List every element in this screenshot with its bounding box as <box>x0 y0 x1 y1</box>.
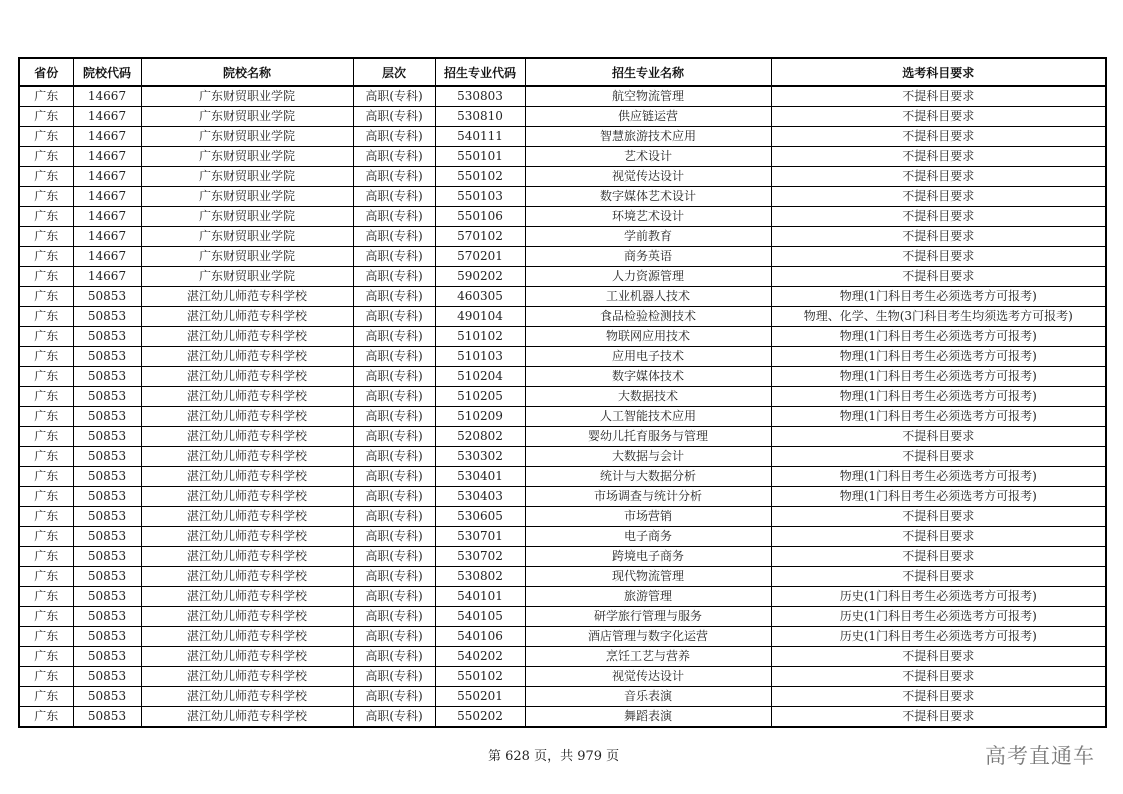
cell-subject-requirement: 不提科目要求 <box>771 707 1106 728</box>
cell-major-name: 环境艺术设计 <box>525 207 771 227</box>
cell-province: 广东 <box>19 307 73 327</box>
cell-subject-requirement: 不提科目要求 <box>771 227 1106 247</box>
table-row <box>19 387 1106 407</box>
cell-province: 广东 <box>19 247 73 267</box>
cell-major-code: 540106 <box>435 627 525 647</box>
cell-province: 广东 <box>19 347 73 367</box>
cell-school-code: 50853 <box>73 387 141 407</box>
cell-school-code: 14667 <box>73 127 141 147</box>
cell-province: 广东 <box>19 627 73 647</box>
cell-school-code: 50853 <box>73 687 141 707</box>
cell-major-name: 研学旅行管理与服务 <box>525 607 771 627</box>
cell-school-name: 湛江幼儿师范专科学校 <box>141 447 353 467</box>
cell-school-code: 14667 <box>73 267 141 287</box>
cell-province: 广东 <box>19 287 73 307</box>
cell-subject-requirement: 不提科目要求 <box>771 427 1106 447</box>
table-row <box>19 627 1106 647</box>
cell-major-code: 530401 <box>435 467 525 487</box>
cell-school-name: 湛江幼儿师范专科学校 <box>141 347 353 367</box>
cell-level: 高职(专科) <box>353 127 435 147</box>
table-row <box>19 247 1106 267</box>
cell-major-code: 510102 <box>435 327 525 347</box>
cell-major-code: 570201 <box>435 247 525 267</box>
table-row <box>19 347 1106 367</box>
cell-province: 广东 <box>19 267 73 287</box>
cell-level: 高职(专科) <box>353 327 435 347</box>
cell-major-name: 酒店管理与数字化运营 <box>525 627 771 647</box>
cell-level: 高职(专科) <box>353 347 435 367</box>
cell-school-code: 50853 <box>73 607 141 627</box>
cell-major-name: 舞蹈表演 <box>525 707 771 728</box>
cell-school-name: 广东财贸职业学院 <box>141 147 353 167</box>
cell-major-code: 530302 <box>435 447 525 467</box>
cell-subject-requirement: 物理(1门科目考生必须选考方可报考) <box>771 367 1106 387</box>
cell-school-name: 湛江幼儿师范专科学校 <box>141 607 353 627</box>
cell-province: 广东 <box>19 207 73 227</box>
cell-province: 广东 <box>19 467 73 487</box>
cell-major-code: 520802 <box>435 427 525 447</box>
cell-province: 广东 <box>19 86 73 107</box>
cell-major-name: 旅游管理 <box>525 587 771 607</box>
cell-subject-requirement: 历史(1门科目考生必须选考方可报考) <box>771 587 1106 607</box>
cell-school-code: 14667 <box>73 207 141 227</box>
cell-school-code: 50853 <box>73 467 141 487</box>
cell-school-code: 50853 <box>73 667 141 687</box>
cell-level: 高职(专科) <box>353 547 435 567</box>
table-row <box>19 607 1106 627</box>
cell-major-name: 人工智能技术应用 <box>525 407 771 427</box>
header-province: 省份 <box>19 58 73 86</box>
cell-province: 广东 <box>19 487 73 507</box>
cell-major-name: 艺术设计 <box>525 147 771 167</box>
cell-major-name: 电子商务 <box>525 527 771 547</box>
cell-school-code: 50853 <box>73 507 141 527</box>
cell-major-name: 学前教育 <box>525 227 771 247</box>
cell-school-name: 广东财贸职业学院 <box>141 127 353 147</box>
cell-school-name: 湛江幼儿师范专科学校 <box>141 427 353 447</box>
table-row <box>19 487 1106 507</box>
table-row <box>19 127 1106 147</box>
table-row <box>19 467 1106 487</box>
cell-level: 高职(专科) <box>353 387 435 407</box>
table-row <box>19 707 1106 728</box>
cell-major-code: 530403 <box>435 487 525 507</box>
cell-major-code: 550102 <box>435 667 525 687</box>
cell-major-name: 烹饪工艺与营养 <box>525 647 771 667</box>
cell-school-name: 湛江幼儿师范专科学校 <box>141 627 353 647</box>
cell-school-name: 湛江幼儿师范专科学校 <box>141 547 353 567</box>
cell-school-name: 湛江幼儿师范专科学校 <box>141 567 353 587</box>
cell-province: 广东 <box>19 167 73 187</box>
cell-school-code: 50853 <box>73 287 141 307</box>
table-row <box>19 667 1106 687</box>
header-level: 层次 <box>353 58 435 86</box>
cell-major-code: 570102 <box>435 227 525 247</box>
cell-major-name: 数字媒体艺术设计 <box>525 187 771 207</box>
cell-level: 高职(专科) <box>353 367 435 387</box>
cell-major-code: 530701 <box>435 527 525 547</box>
cell-school-code: 14667 <box>73 147 141 167</box>
cell-province: 广东 <box>19 527 73 547</box>
cell-major-name: 应用电子技术 <box>525 347 771 367</box>
cell-province: 广东 <box>19 127 73 147</box>
cell-level: 高职(专科) <box>353 187 435 207</box>
cell-level: 高职(专科) <box>353 307 435 327</box>
cell-major-name: 跨境电子商务 <box>525 547 771 567</box>
cell-major-code: 550101 <box>435 147 525 167</box>
cell-level: 高职(专科) <box>353 507 435 527</box>
cell-level: 高职(专科) <box>353 167 435 187</box>
table-row <box>19 107 1106 127</box>
table-header-row <box>19 58 1106 86</box>
cell-province: 广东 <box>19 607 73 627</box>
cell-school-name: 广东财贸职业学院 <box>141 86 353 107</box>
table-row <box>19 227 1106 247</box>
cell-major-name: 统计与大数据分析 <box>525 467 771 487</box>
table-row <box>19 207 1106 227</box>
cell-major-name: 市场调查与统计分析 <box>525 487 771 507</box>
cell-major-code: 590202 <box>435 267 525 287</box>
table-row <box>19 547 1106 567</box>
cell-level: 高职(专科) <box>353 207 435 227</box>
cell-level: 高职(专科) <box>353 527 435 547</box>
cell-subject-requirement: 物理、化学、生物(3门科目考生均须选考方可报考) <box>771 307 1106 327</box>
cell-major-name: 视觉传达设计 <box>525 167 771 187</box>
cell-province: 广东 <box>19 187 73 207</box>
cell-subject-requirement: 不提科目要求 <box>771 547 1106 567</box>
cell-school-name: 湛江幼儿师范专科学校 <box>141 587 353 607</box>
cell-subject-requirement: 不提科目要求 <box>771 207 1106 227</box>
cell-major-code: 530803 <box>435 86 525 107</box>
cell-province: 广东 <box>19 427 73 447</box>
cell-major-name: 现代物流管理 <box>525 567 771 587</box>
cell-school-code: 50853 <box>73 427 141 447</box>
cell-level: 高职(专科) <box>353 587 435 607</box>
table-row <box>19 167 1106 187</box>
cell-major-name: 大数据技术 <box>525 387 771 407</box>
cell-subject-requirement: 不提科目要求 <box>771 447 1106 467</box>
cell-major-code: 540111 <box>435 127 525 147</box>
cell-province: 广东 <box>19 687 73 707</box>
table-row <box>19 567 1106 587</box>
cell-level: 高职(专科) <box>353 267 435 287</box>
cell-province: 广东 <box>19 567 73 587</box>
cell-school-code: 14667 <box>73 107 141 127</box>
cell-school-code: 50853 <box>73 547 141 567</box>
cell-major-code: 530802 <box>435 567 525 587</box>
cell-major-name: 食品检验检测技术 <box>525 307 771 327</box>
cell-major-name: 市场营销 <box>525 507 771 527</box>
cell-school-code: 14667 <box>73 187 141 207</box>
cell-school-name: 广东财贸职业学院 <box>141 267 353 287</box>
cell-major-code: 510204 <box>435 367 525 387</box>
cell-school-name: 湛江幼儿师范专科学校 <box>141 387 353 407</box>
cell-subject-requirement: 不提科目要求 <box>771 267 1106 287</box>
cell-province: 广东 <box>19 547 73 567</box>
cell-major-code: 550103 <box>435 187 525 207</box>
cell-school-code: 50853 <box>73 447 141 467</box>
cell-major-name: 数字媒体技术 <box>525 367 771 387</box>
cell-school-code: 50853 <box>73 407 141 427</box>
cell-level: 高职(专科) <box>353 487 435 507</box>
cell-school-name: 湛江幼儿师范专科学校 <box>141 407 353 427</box>
cell-major-name: 工业机器人技术 <box>525 287 771 307</box>
cell-subject-requirement: 不提科目要求 <box>771 527 1106 547</box>
cell-level: 高职(专科) <box>353 687 435 707</box>
cell-subject-requirement: 物理(1门科目考生必须选考方可报考) <box>771 407 1106 427</box>
cell-level: 高职(专科) <box>353 107 435 127</box>
cell-subject-requirement: 不提科目要求 <box>771 86 1106 107</box>
cell-major-name: 航空物流管理 <box>525 86 771 107</box>
header-major-name: 招生专业名称 <box>525 58 771 86</box>
cell-school-name: 广东财贸职业学院 <box>141 107 353 127</box>
cell-subject-requirement: 物理(1门科目考生必须选考方可报考) <box>771 487 1106 507</box>
cell-subject-requirement: 不提科目要求 <box>771 127 1106 147</box>
cell-province: 广东 <box>19 327 73 347</box>
watermark-brand: 高考直通车 <box>985 744 1095 768</box>
page-number: 第 628 页，共 979 页 <box>488 749 620 764</box>
cell-province: 广东 <box>19 667 73 687</box>
cell-major-code: 530702 <box>435 547 525 567</box>
cell-school-name: 广东财贸职业学院 <box>141 167 353 187</box>
cell-subject-requirement: 不提科目要求 <box>771 567 1106 587</box>
header-major-code: 招生专业代码 <box>435 58 525 86</box>
cell-school-name: 湛江幼儿师范专科学校 <box>141 367 353 387</box>
cell-subject-requirement: 不提科目要求 <box>771 687 1106 707</box>
table-row <box>19 687 1106 707</box>
cell-province: 广东 <box>19 107 73 127</box>
cell-school-code: 50853 <box>73 487 141 507</box>
cell-subject-requirement: 物理(1门科目考生必须选考方可报考) <box>771 347 1106 367</box>
cell-subject-requirement: 历史(1门科目考生必须选考方可报考) <box>771 607 1106 627</box>
cell-subject-requirement: 不提科目要求 <box>771 247 1106 267</box>
cell-school-name: 湛江幼儿师范专科学校 <box>141 527 353 547</box>
cell-major-code: 540202 <box>435 647 525 667</box>
cell-subject-requirement: 不提科目要求 <box>771 187 1106 207</box>
cell-major-code: 540101 <box>435 587 525 607</box>
table-row <box>19 86 1106 107</box>
cell-subject-requirement: 物理(1门科目考生必须选考方可报考) <box>771 287 1106 307</box>
cell-level: 高职(专科) <box>353 427 435 447</box>
cell-level: 高职(专科) <box>353 407 435 427</box>
header-school-name: 院校名称 <box>141 58 353 86</box>
table-row <box>19 647 1106 667</box>
cell-subject-requirement: 物理(1门科目考生必须选考方可报考) <box>771 467 1106 487</box>
table-row <box>19 447 1106 467</box>
cell-major-code: 550102 <box>435 167 525 187</box>
cell-major-code: 540105 <box>435 607 525 627</box>
cell-school-code: 50853 <box>73 327 141 347</box>
cell-level: 高职(专科) <box>353 567 435 587</box>
cell-school-name: 湛江幼儿师范专科学校 <box>141 327 353 347</box>
cell-major-name: 婴幼儿托育服务与管理 <box>525 427 771 447</box>
cell-subject-requirement: 物理(1门科目考生必须选考方可报考) <box>771 387 1106 407</box>
cell-major-code: 490104 <box>435 307 525 327</box>
header-subject-requirement: 选考科目要求 <box>771 58 1106 86</box>
cell-major-code: 510209 <box>435 407 525 427</box>
cell-province: 广东 <box>19 507 73 527</box>
table-row <box>19 587 1106 607</box>
cell-major-code: 510103 <box>435 347 525 367</box>
table-row <box>19 287 1106 307</box>
cell-province: 广东 <box>19 707 73 728</box>
cell-level: 高职(专科) <box>353 147 435 167</box>
cell-school-name: 湛江幼儿师范专科学校 <box>141 307 353 327</box>
cell-school-code: 50853 <box>73 627 141 647</box>
cell-school-name: 广东财贸职业学院 <box>141 187 353 207</box>
cell-subject-requirement: 不提科目要求 <box>771 647 1106 667</box>
cell-level: 高职(专科) <box>353 287 435 307</box>
table-row <box>19 507 1106 527</box>
cell-major-name: 大数据与会计 <box>525 447 771 467</box>
cell-major-name: 视觉传达设计 <box>525 667 771 687</box>
table-row <box>19 527 1106 547</box>
cell-school-code: 50853 <box>73 307 141 327</box>
cell-major-name: 人力资源管理 <box>525 267 771 287</box>
cell-level: 高职(专科) <box>353 667 435 687</box>
cell-subject-requirement: 不提科目要求 <box>771 167 1106 187</box>
cell-school-name: 湛江幼儿师范专科学校 <box>141 667 353 687</box>
cell-school-code: 14667 <box>73 167 141 187</box>
cell-level: 高职(专科) <box>353 647 435 667</box>
cell-level: 高职(专科) <box>353 247 435 267</box>
cell-school-code: 50853 <box>73 527 141 547</box>
cell-major-code: 550106 <box>435 207 525 227</box>
cell-subject-requirement: 历史(1门科目考生必须选考方可报考) <box>771 627 1106 647</box>
cell-subject-requirement: 物理(1门科目考生必须选考方可报考) <box>771 327 1106 347</box>
cell-province: 广东 <box>19 587 73 607</box>
table-row <box>19 427 1106 447</box>
cell-major-name: 物联网应用技术 <box>525 327 771 347</box>
cell-school-name: 湛江幼儿师范专科学校 <box>141 467 353 487</box>
cell-province: 广东 <box>19 407 73 427</box>
cell-level: 高职(专科) <box>353 227 435 247</box>
cell-level: 高职(专科) <box>353 627 435 647</box>
cell-major-code: 530810 <box>435 107 525 127</box>
cell-major-code: 550202 <box>435 707 525 728</box>
cell-major-code: 510205 <box>435 387 525 407</box>
table-row <box>19 307 1106 327</box>
cell-school-code: 14667 <box>73 227 141 247</box>
cell-major-name: 音乐表演 <box>525 687 771 707</box>
header-school-code: 院校代码 <box>73 58 141 86</box>
table-row <box>19 327 1106 347</box>
cell-school-name: 广东财贸职业学院 <box>141 227 353 247</box>
cell-major-code: 460305 <box>435 287 525 307</box>
cell-school-name: 湛江幼儿师范专科学校 <box>141 707 353 728</box>
cell-subject-requirement: 不提科目要求 <box>771 507 1106 527</box>
table-row <box>19 267 1106 287</box>
cell-school-code: 50853 <box>73 367 141 387</box>
cell-school-code: 50853 <box>73 647 141 667</box>
table-row <box>19 147 1106 167</box>
cell-subject-requirement: 不提科目要求 <box>771 107 1106 127</box>
cell-province: 广东 <box>19 147 73 167</box>
cell-school-code: 14667 <box>73 247 141 267</box>
cell-school-name: 广东财贸职业学院 <box>141 207 353 227</box>
table-row <box>19 187 1106 207</box>
cell-school-name: 湛江幼儿师范专科学校 <box>141 507 353 527</box>
table-row <box>19 367 1106 387</box>
cell-province: 广东 <box>19 387 73 407</box>
cell-province: 广东 <box>19 367 73 387</box>
cell-school-code: 14667 <box>73 86 141 107</box>
cell-school-code: 50853 <box>73 587 141 607</box>
cell-subject-requirement: 不提科目要求 <box>771 147 1106 167</box>
cell-level: 高职(专科) <box>353 86 435 107</box>
cell-school-name: 湛江幼儿师范专科学校 <box>141 647 353 667</box>
cell-major-name: 智慧旅游技术应用 <box>525 127 771 147</box>
cell-school-code: 50853 <box>73 347 141 367</box>
cell-major-code: 530605 <box>435 507 525 527</box>
cell-major-code: 550201 <box>435 687 525 707</box>
table-row <box>19 407 1106 427</box>
cell-level: 高职(专科) <box>353 467 435 487</box>
admission-table <box>18 57 1107 728</box>
cell-province: 广东 <box>19 447 73 467</box>
cell-level: 高职(专科) <box>353 447 435 467</box>
cell-major-name: 商务英语 <box>525 247 771 267</box>
cell-school-code: 50853 <box>73 707 141 728</box>
cell-major-name: 供应链运营 <box>525 107 771 127</box>
cell-school-name: 湛江幼儿师范专科学校 <box>141 687 353 707</box>
cell-school-code: 50853 <box>73 567 141 587</box>
cell-province: 广东 <box>19 647 73 667</box>
cell-level: 高职(专科) <box>353 707 435 728</box>
cell-school-name: 广东财贸职业学院 <box>141 247 353 267</box>
cell-subject-requirement: 不提科目要求 <box>771 667 1106 687</box>
cell-level: 高职(专科) <box>353 607 435 627</box>
cell-school-name: 湛江幼儿师范专科学校 <box>141 487 353 507</box>
cell-school-name: 湛江幼儿师范专科学校 <box>141 287 353 307</box>
cell-province: 广东 <box>19 227 73 247</box>
